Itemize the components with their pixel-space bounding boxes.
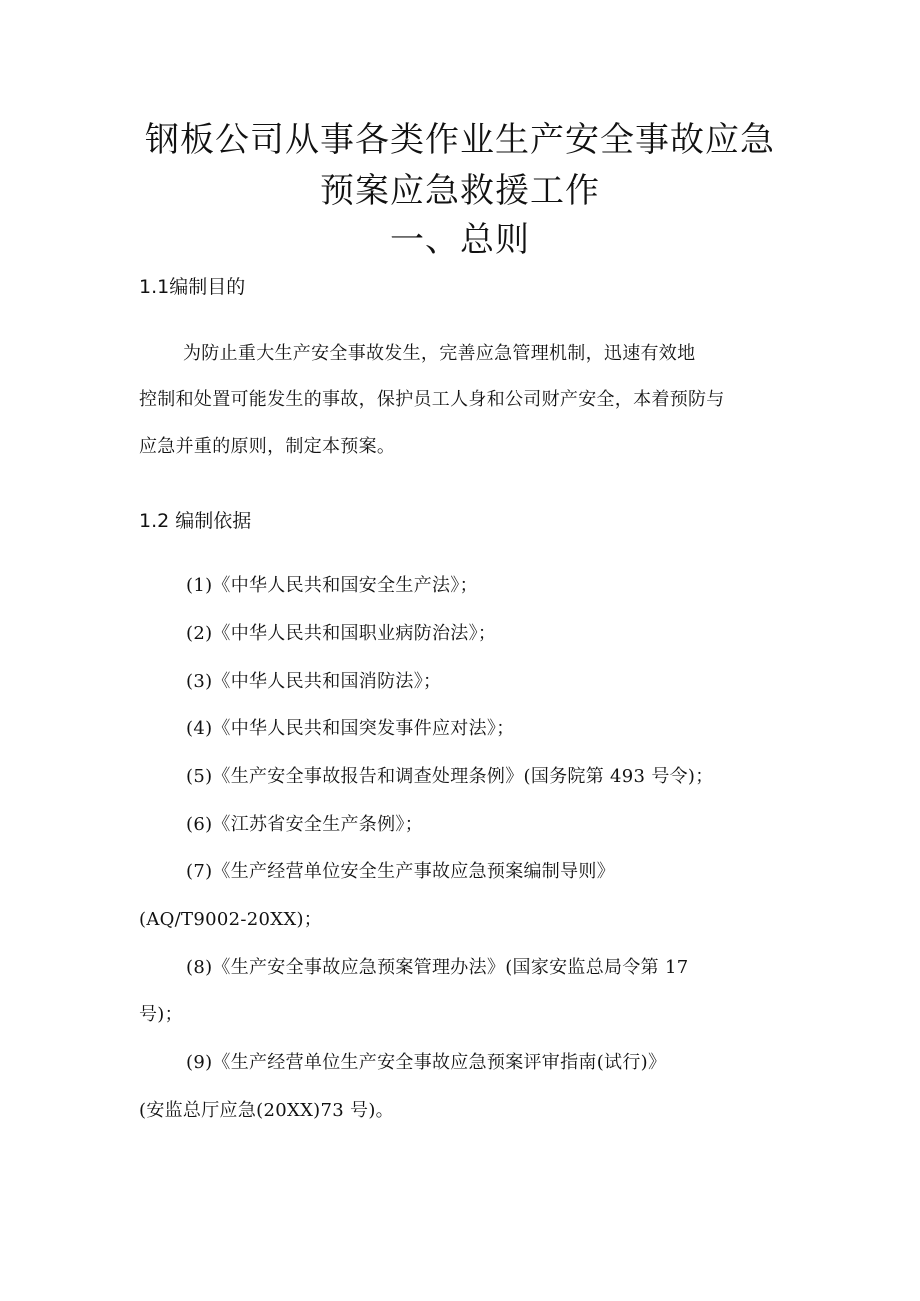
- reference-item: (7)《生产经营单位安全生产事故应急预案编制导则》: [186, 861, 615, 882]
- reference-item: (2)《中华人民共和国职业病防治法》；: [186, 623, 497, 644]
- reference-item: (5)《生产安全事故报告和调查处理条例》(国务院第 493 号令)；: [186, 766, 714, 787]
- paragraph-line: 应急并重的原则，制定本预案。: [139, 436, 396, 457]
- paragraph-line: 为防止重大生产安全事故发生，完善应急管理机制，迅速有效地: [183, 343, 696, 364]
- chapter-heading: 一、总则: [390, 220, 530, 260]
- document-title-line-1: 钢板公司从事各类作业生产安全事故应急: [145, 120, 775, 160]
- reference-item-continuation: (AQ/T9002-20XX)；: [139, 909, 323, 930]
- reference-item: (6)《江苏省安全生产条例》；: [186, 814, 423, 835]
- reference-item-continuation: 号)；: [139, 1004, 183, 1025]
- reference-item: (1)《中华人民共和国安全生产法》；: [186, 575, 478, 596]
- section-1-2-heading: 1.2 编制依据: [139, 510, 252, 532]
- reference-item: (4)《中华人民共和国突发事件应对法》；: [186, 718, 515, 739]
- reference-item-continuation: (安监总厅应急(20XX)73 号)。: [139, 1100, 394, 1121]
- reference-item: (8)《生产安全事故应急预案管理办法》(国家安监总局令第 17: [186, 957, 689, 978]
- reference-item: (3)《中华人民共和国消防法》；: [186, 671, 442, 692]
- section-1-1-heading: 1.1编制目的: [139, 276, 246, 298]
- paragraph-line: 控制和处置可能发生的事故，保护员工人身和公司财产安全，本着预防与: [139, 389, 725, 410]
- document-title-line-2: 预案应急救援工作: [320, 171, 600, 211]
- reference-item: (9)《生产经营单位生产安全事故应急预案评审指南(试行)》: [186, 1052, 667, 1073]
